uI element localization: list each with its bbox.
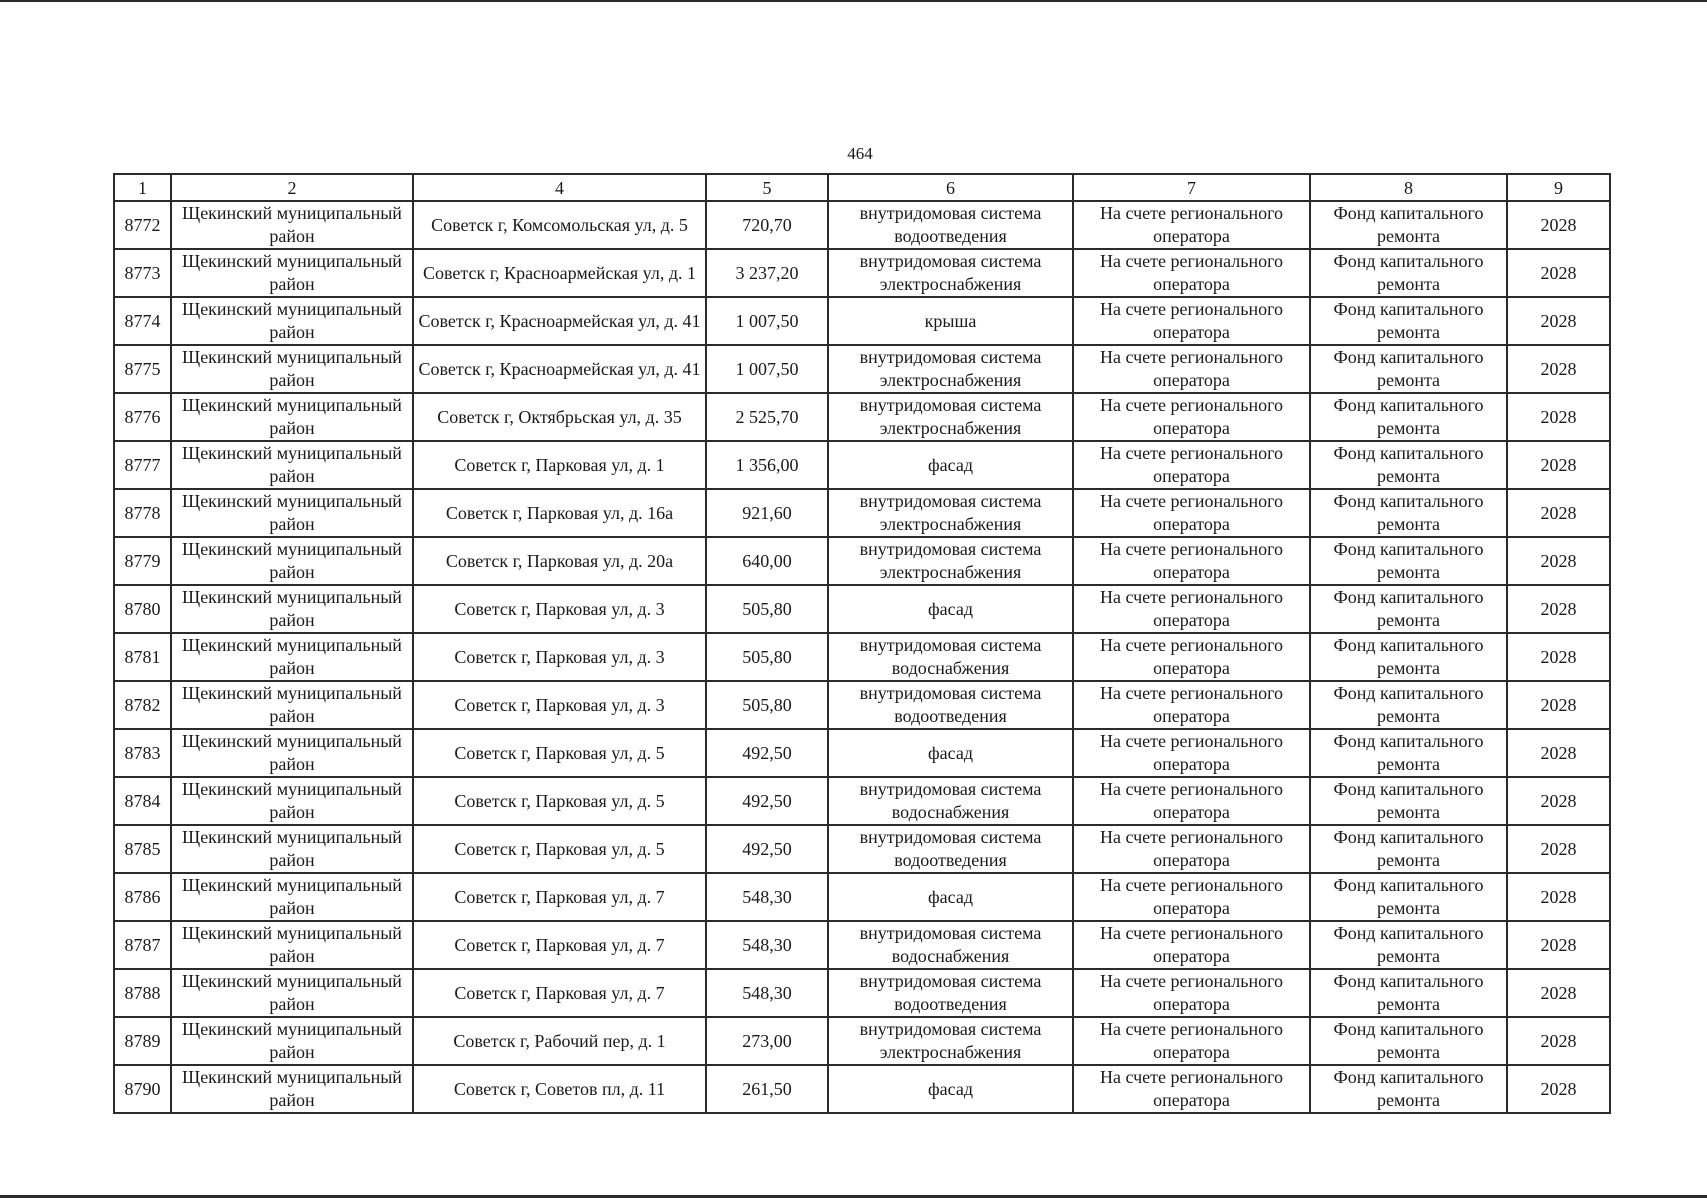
page-number: 464 [847,144,873,163]
row-number-cell: 8784 [114,777,171,825]
row-number-cell: 8781 [114,633,171,681]
area-cell: 720,70 [706,201,828,249]
row-number-cell: 8778 [114,489,171,537]
district-cell: Щекинский муниципальный район [171,489,413,537]
structural-element-cell: внутридомовая система водоснабжения [828,921,1073,969]
year-cell: 2028 [1507,537,1610,585]
structural-element-cell: фасад [828,441,1073,489]
row-number-cell: 8790 [114,1065,171,1113]
row-number-cell: 8773 [114,249,171,297]
fund-account-cell: На счете регионального оператора [1073,1017,1310,1065]
row-number-cell: 8776 [114,393,171,441]
funding-source-cell: Фонд капитального ремонта [1310,825,1507,873]
district-cell: Щекинский муниципальный район [171,1017,413,1065]
address-cell: Советск г, Парковая ул, д. 7 [413,921,706,969]
funding-source-cell: Фонд капитального ремонта [1310,441,1507,489]
area-cell: 1 007,50 [706,345,828,393]
structural-element-cell: фасад [828,1065,1073,1113]
district-cell: Щекинский муниципальный район [171,393,413,441]
district-cell: Щекинский муниципальный район [171,585,413,633]
row-number-cell: 8780 [114,585,171,633]
row-number-cell: 8783 [114,729,171,777]
area-cell: 505,80 [706,585,828,633]
table-row [114,585,1610,633]
column-header: 4 [413,174,706,201]
table-row [114,489,1610,537]
address-cell: Советск г, Парковая ул, д. 1 [413,441,706,489]
area-cell: 548,30 [706,873,828,921]
area-cell: 548,30 [706,921,828,969]
fund-account-cell: На счете регионального оператора [1073,441,1310,489]
address-cell: Советск г, Парковая ул, д. 5 [413,825,706,873]
row-number-cell: 8779 [114,537,171,585]
year-cell: 2028 [1507,489,1610,537]
scan-edge-bottom [0,1195,1707,1198]
funding-source-cell: Фонд капитального ремонта [1310,345,1507,393]
year-cell: 2028 [1507,441,1610,489]
funding-source-cell: Фонд капитального ремонта [1310,393,1507,441]
address-cell: Советск г, Парковая ул, д. 3 [413,681,706,729]
area-cell: 492,50 [706,729,828,777]
district-cell: Щекинский муниципальный район [171,873,413,921]
address-cell: Советск г, Парковая ул, д. 3 [413,585,706,633]
district-cell: Щекинский муниципальный район [171,969,413,1017]
year-cell: 2028 [1507,249,1610,297]
address-cell: Советск г, Парковая ул, д. 5 [413,777,706,825]
address-cell: Советск г, Красноармейская ул, д. 41 [413,345,706,393]
fund-account-cell: На счете регионального оператора [1073,201,1310,249]
fund-account-cell: На счете регионального оператора [1073,393,1310,441]
district-cell: Щекинский муниципальный район [171,201,413,249]
structural-element-cell: фасад [828,729,1073,777]
fund-account-cell: На счете регионального оператора [1073,633,1310,681]
structural-element-cell: внутридомовая система электроснабжения [828,249,1073,297]
table-row [114,441,1610,489]
structural-element-cell: внутридомовая система электроснабжения [828,393,1073,441]
fund-account-cell: На счете регионального оператора [1073,489,1310,537]
row-number-cell: 8777 [114,441,171,489]
structural-element-cell: внутридомовая система электроснабжения [828,1017,1073,1065]
repair-schedule-table [113,173,1611,1114]
year-cell: 2028 [1507,921,1610,969]
fund-account-cell: На счете регионального оператора [1073,1065,1310,1113]
table-row [114,249,1610,297]
funding-source-cell: Фонд капитального ремонта [1310,297,1507,345]
area-cell: 505,80 [706,633,828,681]
district-cell: Щекинский муниципальный район [171,777,413,825]
structural-element-cell: внутридомовая система электроснабжения [828,345,1073,393]
row-number-cell: 8788 [114,969,171,1017]
funding-source-cell: Фонд капитального ремонта [1310,777,1507,825]
fund-account-cell: На счете регионального оператора [1073,297,1310,345]
district-cell: Щекинский муниципальный район [171,297,413,345]
district-cell: Щекинский муниципальный район [171,441,413,489]
row-number-cell: 8775 [114,345,171,393]
year-cell: 2028 [1507,1017,1610,1065]
table-row [114,633,1610,681]
fund-account-cell: На счете регионального оператора [1073,777,1310,825]
address-cell: Советск г, Парковая ул, д. 7 [413,873,706,921]
row-number-cell: 8789 [114,1017,171,1065]
column-number-row [114,174,1610,201]
row-number-cell: 8785 [114,825,171,873]
address-cell: Советск г, Красноармейская ул, д. 41 [413,297,706,345]
row-number-cell: 8782 [114,681,171,729]
column-header: 8 [1310,174,1507,201]
row-number-cell: 8786 [114,873,171,921]
table-row [114,537,1610,585]
district-cell: Щекинский муниципальный район [171,1065,413,1113]
fund-account-cell: На счете регионального оператора [1073,537,1310,585]
funding-source-cell: Фонд капитального ремонта [1310,969,1507,1017]
fund-account-cell: На счете регионального оператора [1073,585,1310,633]
address-cell: Советск г, Парковая ул, д. 16а [413,489,706,537]
area-cell: 548,30 [706,969,828,1017]
year-cell: 2028 [1507,729,1610,777]
structural-element-cell: внутридомовая система водоотведения [828,825,1073,873]
column-header: 1 [114,174,171,201]
address-cell: Советск г, Парковая ул, д. 3 [413,633,706,681]
fund-account-cell: На счете регионального оператора [1073,729,1310,777]
table-row [114,1017,1610,1065]
year-cell: 2028 [1507,633,1610,681]
area-cell: 273,00 [706,1017,828,1065]
column-header: 5 [706,174,828,201]
structural-element-cell: внутридомовая система водоотведения [828,201,1073,249]
district-cell: Щекинский муниципальный район [171,681,413,729]
address-cell: Советск г, Рабочий пер, д. 1 [413,1017,706,1065]
year-cell: 2028 [1507,873,1610,921]
table-row [114,201,1610,249]
area-cell: 261,50 [706,1065,828,1113]
structural-element-cell: внутридомовая система электроснабжения [828,489,1073,537]
area-cell: 2 525,70 [706,393,828,441]
funding-source-cell: Фонд капитального ремонта [1310,489,1507,537]
funding-source-cell: Фонд капитального ремонта [1310,249,1507,297]
column-header: 7 [1073,174,1310,201]
area-cell: 1 007,50 [706,297,828,345]
area-cell: 3 237,20 [706,249,828,297]
funding-source-cell: Фонд капитального ремонта [1310,201,1507,249]
column-header: 6 [828,174,1073,201]
funding-source-cell: Фонд капитального ремонта [1310,1065,1507,1113]
structural-element-cell: внутридомовая система водоснабжения [828,777,1073,825]
funding-source-cell: Фонд капитального ремонта [1310,681,1507,729]
address-cell: Советск г, Комсомольская ул, д. 5 [413,201,706,249]
district-cell: Щекинский муниципальный район [171,249,413,297]
structural-element-cell: внутридомовая система электроснабжения [828,537,1073,585]
table-row [114,873,1610,921]
funding-source-cell: Фонд капитального ремонта [1310,921,1507,969]
table-row [114,1065,1610,1113]
funding-source-cell: Фонд капитального ремонта [1310,537,1507,585]
table-row [114,729,1610,777]
table-row [114,825,1610,873]
table-row [114,969,1610,1017]
address-cell: Советск г, Советов пл, д. 11 [413,1065,706,1113]
area-cell: 492,50 [706,825,828,873]
structural-element-cell: внутридомовая система водоснабжения [828,633,1073,681]
fund-account-cell: На счете регионального оператора [1073,825,1310,873]
funding-source-cell: Фонд капитального ремонта [1310,585,1507,633]
address-cell: Советск г, Парковая ул, д. 20а [413,537,706,585]
row-number-cell: 8772 [114,201,171,249]
structural-element-cell: внутридомовая система водоотведения [828,681,1073,729]
year-cell: 2028 [1507,777,1610,825]
area-cell: 492,50 [706,777,828,825]
table-row [114,681,1610,729]
table-row [114,921,1610,969]
year-cell: 2028 [1507,297,1610,345]
fund-account-cell: На счете регионального оператора [1073,681,1310,729]
funding-source-cell: Фонд капитального ремонта [1310,873,1507,921]
year-cell: 2028 [1507,969,1610,1017]
year-cell: 2028 [1507,345,1610,393]
row-number-cell: 8774 [114,297,171,345]
funding-source-cell: Фонд капитального ремонта [1310,633,1507,681]
address-cell: Советск г, Красноармейская ул, д. 1 [413,249,706,297]
year-cell: 2028 [1507,825,1610,873]
row-number-cell: 8787 [114,921,171,969]
table-row [114,393,1610,441]
year-cell: 2028 [1507,201,1610,249]
structural-element-cell: крыша [828,297,1073,345]
area-cell: 1 356,00 [706,441,828,489]
year-cell: 2028 [1507,393,1610,441]
fund-account-cell: На счете регионального оператора [1073,969,1310,1017]
district-cell: Щекинский муниципальный район [171,921,413,969]
fund-account-cell: На счете регионального оператора [1073,249,1310,297]
structural-element-cell: фасад [828,585,1073,633]
structural-element-cell: фасад [828,873,1073,921]
table-row [114,777,1610,825]
column-header: 9 [1507,174,1610,201]
structural-element-cell: внутридомовая система водоотведения [828,969,1073,1017]
year-cell: 2028 [1507,585,1610,633]
funding-source-cell: Фонд капитального ремонта [1310,729,1507,777]
funding-source-cell: Фонд капитального ремонта [1310,1017,1507,1065]
area-cell: 921,60 [706,489,828,537]
scan-edge-top [0,0,1707,2]
year-cell: 2028 [1507,1065,1610,1113]
table-row [114,345,1610,393]
fund-account-cell: На счете регионального оператора [1073,921,1310,969]
address-cell: Советск г, Парковая ул, д. 7 [413,969,706,1017]
fund-account-cell: На счете регионального оператора [1073,873,1310,921]
table-row [114,297,1610,345]
district-cell: Щекинский муниципальный район [171,537,413,585]
fund-account-cell: На счете регионального оператора [1073,345,1310,393]
address-cell: Советск г, Октябрьская ул, д. 35 [413,393,706,441]
area-cell: 640,00 [706,537,828,585]
district-cell: Щекинский муниципальный район [171,825,413,873]
district-cell: Щекинский муниципальный район [171,345,413,393]
column-header: 2 [171,174,413,201]
area-cell: 505,80 [706,681,828,729]
district-cell: Щекинский муниципальный район [171,729,413,777]
address-cell: Советск г, Парковая ул, д. 5 [413,729,706,777]
district-cell: Щекинский муниципальный район [171,633,413,681]
year-cell: 2028 [1507,681,1610,729]
